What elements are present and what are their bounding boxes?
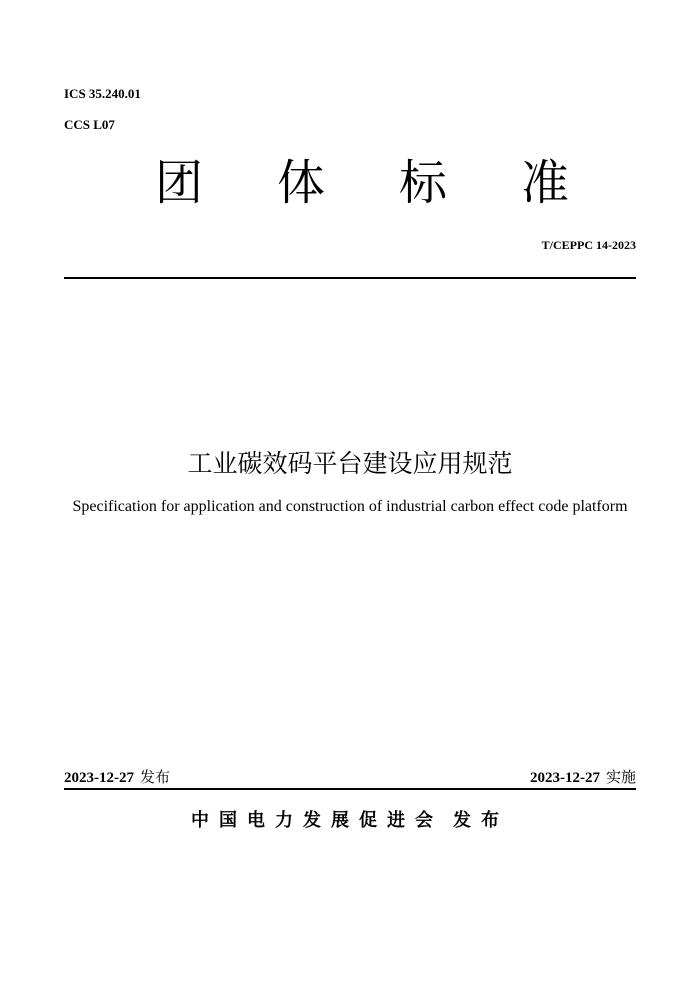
implementation-date-label: 实施 xyxy=(605,768,636,786)
standard-type-char: 标 xyxy=(399,155,448,211)
top-divider xyxy=(64,277,636,279)
bottom-divider xyxy=(64,788,636,790)
standard-type-char: 团 xyxy=(155,155,204,211)
issue-date-label: 发布 xyxy=(140,768,171,786)
standard-type-char: 体 xyxy=(277,155,326,211)
implementation-date-value: 2023-12-27 xyxy=(529,770,600,786)
implementation-date xyxy=(530,766,636,787)
english-title: Specification for application and construction of industrial carbon effect code platform xyxy=(72,498,628,515)
issue-date xyxy=(64,766,170,787)
chinese-title: 工业碳效码平台建设应用规范 xyxy=(187,449,513,478)
standard-number: T/CEPPC 14-2023 xyxy=(541,238,636,252)
standard-type-heading xyxy=(0,148,700,218)
ccs-code: CCS L07 xyxy=(64,117,115,132)
publisher-line xyxy=(0,806,700,832)
publisher-action: 发布 xyxy=(453,810,509,831)
ics-code: ICS 35.240.01 xyxy=(64,86,141,101)
standard-type-char: 准 xyxy=(521,155,570,211)
issue-date-value: 2023-12-27 xyxy=(64,770,134,786)
publisher-name: 中国电力发展促进会 xyxy=(191,810,443,831)
